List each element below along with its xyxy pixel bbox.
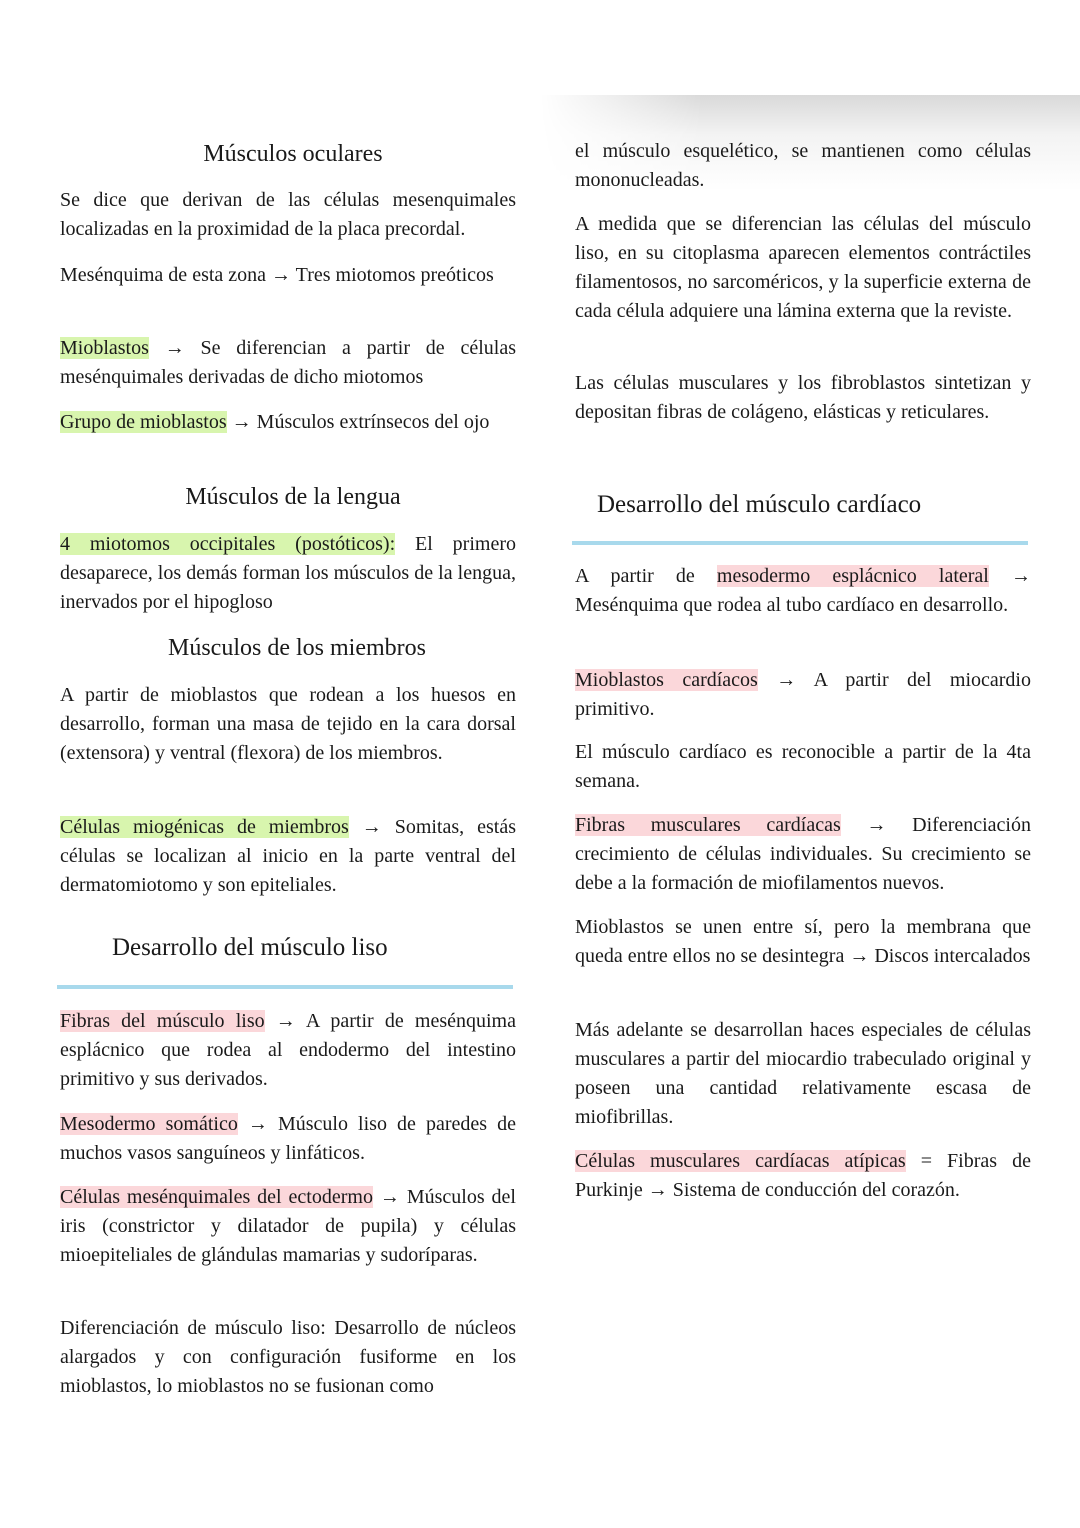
- text-run: → Músculos del iris (constrictor y dilatador de pupila) y células mioepiteliales de glándulas mamarias y sudoríparas.: [60, 1186, 516, 1266]
- text-run: Más adelante se desarrollan haces especiales de células musculares a partir del miocardio trabeculado original y poseen una cantidad relativamente escasa de miofibrillas.: [575, 1019, 1031, 1128]
- heading-rule: [572, 541, 1028, 545]
- text-run: → Músculo liso de paredes de muchos vasos sanguíneos y linfáticos.: [60, 1113, 516, 1164]
- paragraph: [60, 1007, 516, 1094]
- paragraph: [575, 562, 1031, 620]
- text-run: Las células musculares y los fibroblastos sintetizan y depositan fibras de colágeno, elásticas y reticulares.: [575, 372, 1031, 423]
- paragraph: [60, 813, 516, 900]
- text-run: → Se diferencian a partir de células mesénquimales derivadas de dicho miotomos: [60, 337, 516, 388]
- paragraph: [60, 1183, 516, 1270]
- text-run: → Músculos extrínsecos del ojo: [226, 411, 490, 433]
- heading-desarrollo-musculo-liso: Desarrollo del músculo liso: [112, 934, 388, 961]
- highlighted-term: mesodermo esplácnico lateral: [716, 565, 989, 587]
- text-run: → Somitas, estás células se localizan al inicio en la parte ventral del dermatomiotomo y son epiteliales.: [60, 816, 516, 896]
- heading-musculos-oculares: Músculos oculares: [203, 141, 383, 167]
- paragraph: [575, 913, 1031, 971]
- paragraph: [575, 137, 1031, 195]
- paragraph: [60, 681, 516, 768]
- highlighted-term: Células miogénicas de miembros: [60, 816, 349, 838]
- text-run: Se dice que derivan de las células mesenquimales localizadas en la proximidad de la placa precordal.: [60, 189, 516, 240]
- text-run: El primero desaparece, los demás forman los músculos de la lengua, inervados por el hipogloso: [60, 533, 516, 613]
- heading-rule: [57, 985, 513, 989]
- text-run: → Diferenciación crecimiento de células individuales. Su crecimiento se debe a la formación de miofilamentos nuevos.: [575, 814, 1031, 894]
- text-run: → Mesénquima que rodea al tubo cardíaco en desarrollo.: [575, 565, 1031, 616]
- heading-musculos-lengua: Músculos de la lengua: [185, 484, 401, 510]
- text-run: A partir de: [575, 565, 717, 587]
- highlighted-term: Mioblastos: [60, 337, 149, 359]
- text-run: A partir de mioblastos que rodean a los huesos en desarrollo, forman una masa de tejido en la cara dorsal (extensora) y ventral (flexora) de los miembros.: [60, 684, 516, 764]
- paragraph: [60, 261, 516, 290]
- text-run: El músculo cardíaco es reconocible a partir de la 4ta semana.: [575, 741, 1031, 792]
- highlighted-term: Mioblastos cardíacos: [575, 669, 758, 691]
- paragraph: [575, 369, 1031, 427]
- paragraph: [60, 334, 516, 392]
- highlighted-term: Células musculares cardíacas atípicas: [575, 1150, 906, 1172]
- highlighted-term: Grupo de mioblastos: [60, 411, 227, 433]
- text-run: Diferenciación de músculo liso: Desarrollo de núcleos alargados y con configuración fusiforme en los mioblastos, lo mioblastos no se fusionan como: [60, 1317, 516, 1397]
- paragraph: [60, 530, 516, 617]
- paragraph: [575, 811, 1031, 898]
- text-run: A medida que se diferencian las células del músculo liso, en su citoplasma aparecen elementos contráctiles filamentosos, no sarcoméricos, y la superficie externa de cada célula adquiere una lámina externa que la reviste.: [575, 213, 1031, 322]
- text-run: → A partir del miocardio primitivo.: [575, 669, 1031, 720]
- text-run: Mesénquima de esta zona → Tres miotomos preóticos: [60, 264, 494, 286]
- paragraph: [60, 1314, 516, 1401]
- heading-desarrollo-musculo-cardiaco: Desarrollo del músculo cardíaco: [597, 491, 922, 518]
- paragraph: [60, 186, 516, 244]
- text-run: → A partir de mesénquima esplácnico que rodea al endodermo del intestino primitivo y sus derivados.: [60, 1010, 516, 1090]
- highlighted-term: 4 miotomos occipitales (postóticos):: [60, 533, 396, 555]
- text-run: = Fibras de Purkinje → Sistema de conducción del corazón.: [575, 1150, 1032, 1201]
- paragraph: [575, 666, 1031, 724]
- highlighted-term: Fibras del músculo liso: [60, 1010, 265, 1032]
- text-run: Mioblastos se unen entre sí, pero la membrana que queda entre ellos no se desintegra → Discos intercalados: [575, 916, 1031, 967]
- paragraph: [60, 408, 516, 437]
- paragraph: [575, 1016, 1031, 1132]
- paragraph: [575, 210, 1031, 326]
- heading-musculos-miembros: Músculos de los miembros: [168, 635, 426, 661]
- paragraph: [575, 1147, 1031, 1205]
- paragraph: [575, 738, 1031, 796]
- highlighted-term: Mesodermo somático: [60, 1113, 238, 1135]
- highlighted-term: Células mesénquimales del ectodermo: [60, 1186, 373, 1208]
- highlighted-term: Fibras musculares cardíacas: [575, 814, 841, 836]
- paragraph: [60, 1110, 516, 1168]
- text-run: el músculo esquelético, se mantienen como células mononucleadas.: [575, 140, 1031, 191]
